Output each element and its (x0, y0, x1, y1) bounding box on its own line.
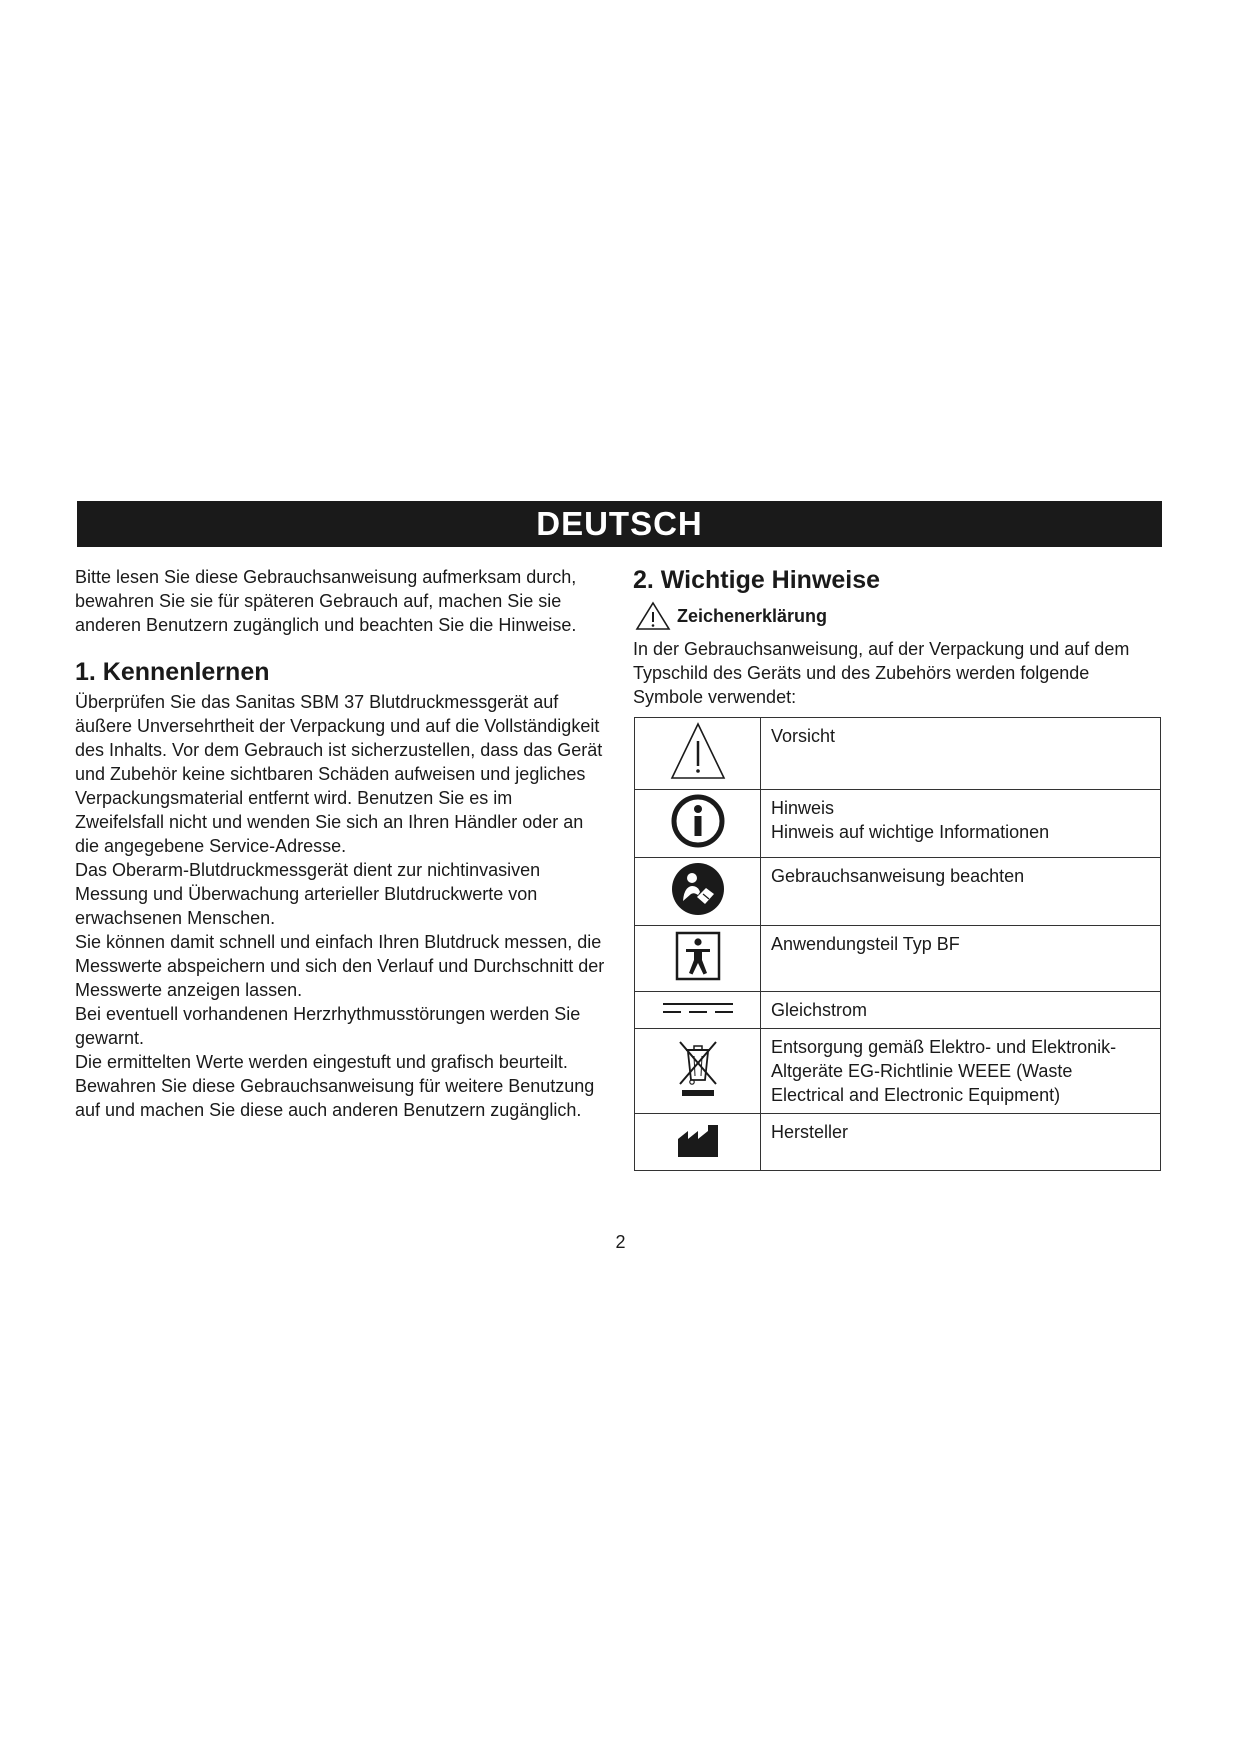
paragraph: Bei eventuell vorhandenen Herzrhythmusstörungen werden Sie gewarnt. (75, 1004, 581, 1048)
read-manual-icon (670, 861, 726, 917)
description-cell (761, 718, 1161, 790)
symbol-description: Hinweis auf wichtige Informationen (771, 822, 1050, 842)
section-heading-wichtige-hinweise: 2. Wichtige Hinweise (633, 566, 881, 594)
symbol-cell (635, 858, 761, 926)
type-bf-icon (675, 931, 721, 981)
subheading-label: Zeichenerklärung (677, 606, 828, 626)
symbol-cell (635, 718, 761, 790)
symbol-cell (635, 1029, 761, 1114)
symbols-intro: In der Gebrauchsanweisung, auf der Verpackung und auf dem Typschild des Geräts und des Zubehörs werden folgende Symbole verwendet: (633, 639, 1130, 707)
language-banner: DEUTSCH (77, 501, 1162, 547)
warning-triangle-icon (635, 601, 671, 631)
symbol-description: Vorsicht (771, 726, 836, 746)
direct-current-icon (661, 1000, 735, 1016)
info-icon (670, 793, 726, 849)
symbol-cell (635, 926, 761, 992)
paragraph: Die ermittelten Werte werden eingestuft und grafisch beurteilt. Bewahren Sie diese Gebrauchsanweisung für weitere Benutzung auf und machen Sie diese auch anderen Benutzern zugänglich. (75, 1052, 595, 1120)
symbol-table (634, 717, 1161, 1171)
description-cell (761, 1114, 1161, 1171)
table-row (635, 718, 1161, 790)
left-column (75, 565, 605, 1122)
weee-bin-icon (674, 1036, 722, 1100)
symbol-description: Entsorgung gemäß Elektro- und Elektronik-Altgeräte EG-Richtlinie WEEE (Waste Electrical and Electronic Equipment) (771, 1037, 1117, 1105)
symbol-description: Gleichstrom (771, 1000, 868, 1020)
subheading-zeichenerklaerung (633, 601, 1163, 631)
description-cell (761, 790, 1161, 858)
symbol-description: Gebrauchsanweisung beachten (771, 866, 1025, 886)
symbol-cell (635, 992, 761, 1029)
symbol-description: Anwendungsteil Typ BF (771, 934, 960, 954)
description-cell (761, 992, 1161, 1029)
description-cell (761, 858, 1161, 926)
section-heading-kennenlernen: 1. Kennenlernen (75, 658, 270, 686)
paragraph: Überprüfen Sie das Sanitas SBM 37 Blutdruckmessgerät auf äußere Unversehrtheit der Verpackung und auf die Vollständigkeit des Inhalts. Vor dem Gebrauch ist sicherzustellen, dass das Gerät und Zubehör keine sichtbaren Schäden aufweisen und jegliches Verpackungsmaterial entfernt wird. Benutzen Sie es im Zweifelsfall nicht und wenden Sie sich an Ihren Händler oder an die angegebene Service-Adresse. (75, 692, 603, 856)
table-row (635, 1114, 1161, 1171)
symbol-cell (635, 790, 761, 858)
intro-paragraph: Bitte lesen Sie diese Gebrauchsanweisung aufmerksam durch, bewahren Sie sie für späteren Gebrauch auf, machen Sie sie anderen Benutzern zugänglich und beachten Sie die Hinweise. (75, 567, 577, 635)
right-column (633, 565, 1163, 709)
paragraph: Sie können damit schnell und einfach Ihren Blutdruck messen, die Messwerte abspeichern und sich den Verlauf und Durchschnitt der Messwerte anzeigen lassen. (75, 932, 605, 1000)
table-row (635, 790, 1161, 858)
page-number: 2 (615, 1232, 626, 1252)
symbol-description: Hinweis (771, 798, 835, 818)
symbol-cell (635, 1114, 761, 1171)
description-cell (761, 926, 1161, 992)
table-row (635, 1029, 1161, 1114)
table-row (635, 926, 1161, 992)
paragraph: Das Oberarm-Blutdruckmessgerät dient zur nichtinvasiven Messung und Überwachung arterieller Blutdruckwerte von erwachsenen Menschen. (75, 860, 541, 928)
description-cell (761, 1029, 1161, 1114)
table-row (635, 992, 1161, 1029)
table-row (635, 858, 1161, 926)
manufacturer-icon (676, 1119, 720, 1159)
warning-triangle-icon (670, 721, 726, 781)
symbol-description: Hersteller (771, 1122, 849, 1142)
